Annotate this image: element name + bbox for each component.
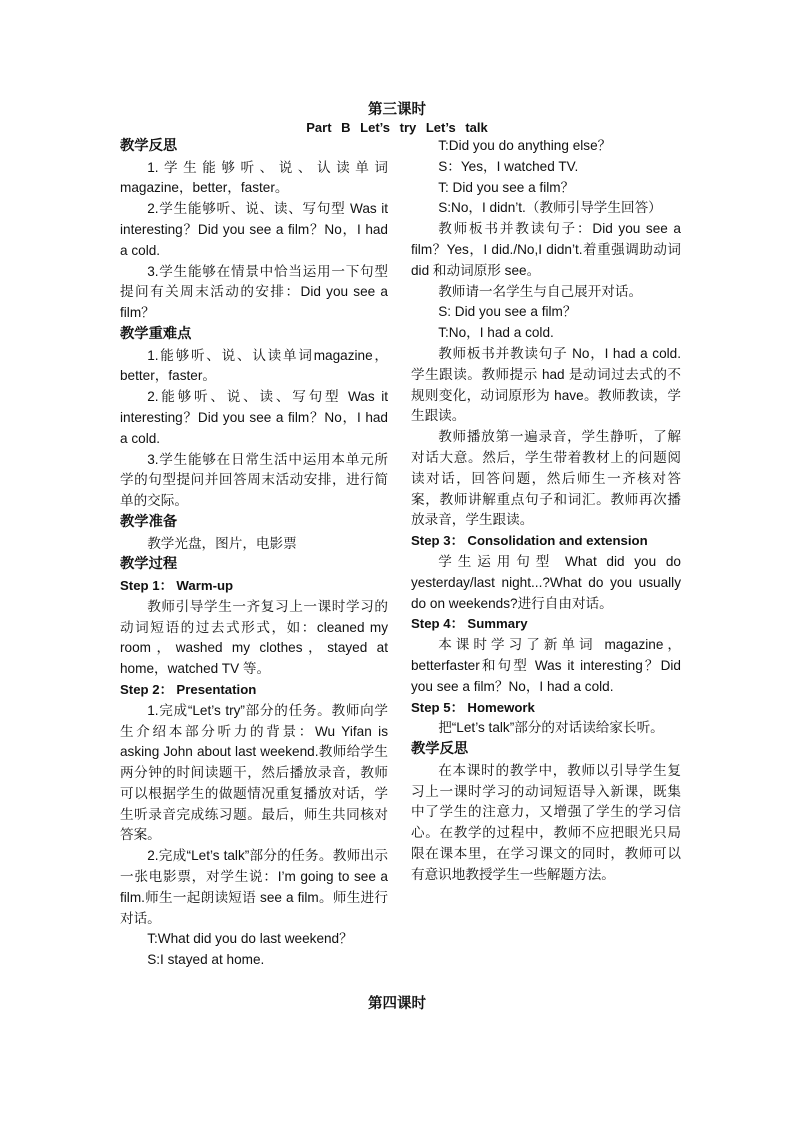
body-paragraph: 教师播放第一遍录音，学生静听，了解对话大意。然后，学生带着教材上的问题阅读对话，回答问题，然后师生一齐核对答案，教师讲解重点句子和词汇。教师再次播放录音，学生跟读。: [411, 429, 681, 528]
objective-item: 1.学生能够听、说、认读单词magazine，better，faster。: [120, 159, 388, 196]
objective-item: 2.学生能够听、说、读、写句型 Was it interesting？Did you see a film？No，I had a cold.: [120, 201, 388, 258]
key-point-item: 1.能够听、说、认读单词magazine，better，faster。: [120, 347, 388, 384]
step-2-text: 1.完成“Let’s try”部分的任务。教师向学生介绍本部分听力的背景：Wu Yifan is asking John about last weekend.教师给学生两分钟的时间读题干，然后播放录音，教师可以根据学生的做题情况重复播放对话，学生听录音完成练习题。最后，师生共同核对答案。: [120, 702, 388, 843]
preparation-text: 教学光盘，图片，电影票: [147, 535, 297, 551]
step-1-title: Step 1： Warm-up: [120, 577, 234, 593]
step-5-text: 把“Let’s talk”部分的对话读给家长听。: [438, 720, 664, 736]
dialogue-line: S：Yes，I watched TV.: [438, 158, 579, 174]
dialogue-line: T:Did you do anything else？: [438, 138, 612, 153]
dialogue-line: S: Did you see a film？: [438, 304, 577, 320]
body-paragraph: 教师请一名学生与自己展开对话。: [438, 283, 643, 299]
dialogue-line: T:What did you do last weekend？: [147, 931, 353, 947]
body-paragraph: 教师板书并教读句子：Did you see a film？Yes，I did./No,I didn’t.着重强调助动词 did 和动词原形 see。: [411, 221, 681, 278]
step-5-title: Step 5： Homework: [411, 699, 535, 715]
objective-item: 3.学生能够在情景中恰当运用一下句型提问有关周末活动的安排：Did you see a film？: [120, 263, 388, 321]
dialogue-line: S:No，I didn’t.（教师引导学生回答）: [438, 200, 662, 216]
lesson-title: 第三课时: [368, 102, 426, 118]
section-heading-reflection: 教学反思: [411, 741, 469, 758]
dialogue-line: S:I stayed at home.: [147, 952, 265, 968]
left-column: [120, 136, 388, 971]
step-3-title: Step 3： Consolidation and extension: [411, 533, 648, 549]
section-heading-preparation: 教学准备: [120, 513, 178, 530]
part-title: Part B Let’s try Let’s talk: [306, 120, 488, 135]
step-4-title: Step 4： Summary: [411, 616, 528, 632]
section-heading-process: 教学过程: [120, 556, 178, 573]
step-4-text: 本课时学习了新单词 magazine，betterfaster和句型 Was it interesting？Did you see a film？No，I had a cold.: [411, 637, 681, 694]
key-point-item: 2.能够听、说、读、写句型 Was it interesting？Did you see a film？No，I had a cold.: [120, 389, 388, 446]
step-1-text: 教师引导学生一齐复习上一课时学习的动词短语的过去式形式，如：cleaned my room，washed my clothes，stayed at home，watched TV 等。: [120, 598, 388, 677]
step-2-title: Step 2： Presentation: [120, 681, 257, 697]
section-heading-key-points: 教学重难点: [120, 325, 192, 342]
step-3-text: 学生运用句型 What did you do yesterday/last night...?What do you usually do on weekends?进行自由对话。: [411, 553, 681, 611]
right-column: [411, 136, 681, 885]
step-2-text: 2.完成“Let’s talk”部分的任务。教师出示一张电影票，对学生说：I’m going to see a film.师生一起朗读短语 see a film。师生进行对话。: [120, 848, 388, 926]
dialogue-line: T: Did you see a film？: [438, 179, 575, 195]
next-lesson-title: 第四课时: [368, 996, 426, 1012]
body-paragraph: 教师板书并教读句子 No，I had a cold.学生跟读。教师提示 had 是动词过去式的不规则变化，动词原形为 have。教师教读，学生跟读。: [411, 345, 681, 424]
reflection-text: 在本课时的教学中，教师以引导学生复习上一课时学习的动词短语导入新课，既集中了学生的注意力，又增强了学生的学习信心。在教学的过程中，教师不应把眼光只局限在课本里，在学习课文的同时，教师可以有意识地教授学生一些解题方法。: [411, 762, 681, 882]
key-point-item: 3.学生能够在日常生活中运用本单元所学的句型提问并回答周末活动安排，进行简单的交际。: [120, 451, 388, 509]
section-heading-objectives: 教学反思: [120, 138, 178, 154]
dialogue-line: T:No，I had a cold.: [438, 325, 554, 341]
